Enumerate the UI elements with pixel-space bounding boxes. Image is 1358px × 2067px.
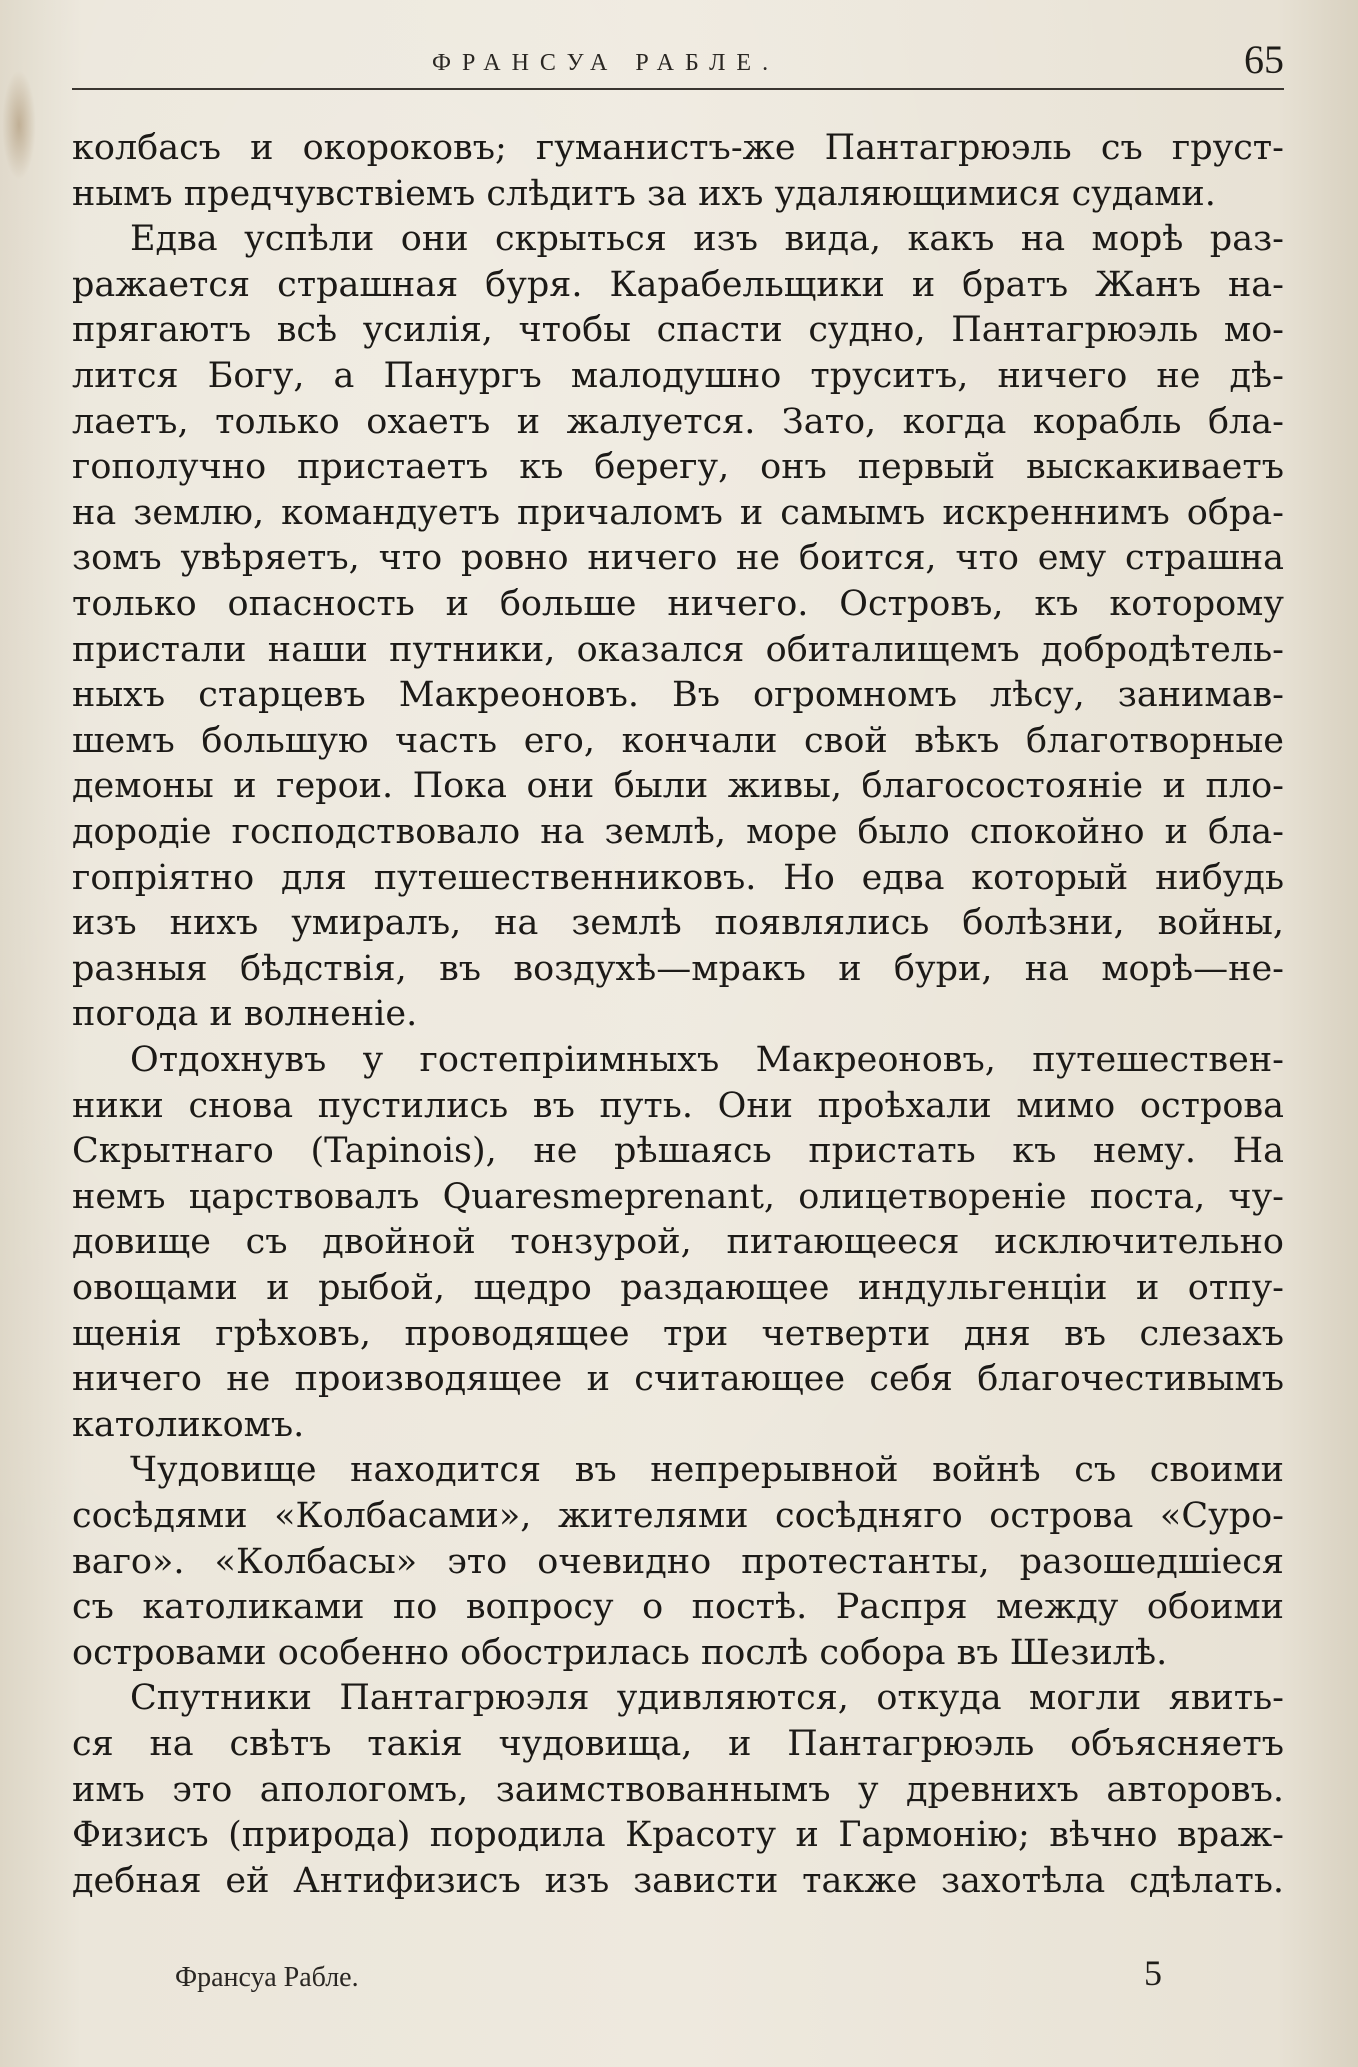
text-line: немъ царствовалъ Quaresmeprenant, олицетвореніе поста, чу- — [72, 1176, 1284, 1217]
text-line: прягаютъ всѣ усилія, чтобы спасти судно, Пантагрюэль мо- — [72, 310, 1284, 351]
sheet-signature: Франсуа Рабле. — [175, 1962, 359, 1993]
text-line: лится Богу, а Панургъ малодушно труситъ, ничего не дѣ- — [72, 356, 1284, 396]
text-line: изъ нихъ умиралъ, на землѣ появлялись болѣзни, войны, — [72, 903, 1284, 944]
text-line: погода и волненіе. — [72, 994, 418, 1035]
text-line: довище съ двойной тонзурой, питающееся исключительно — [72, 1222, 1284, 1263]
text-line: Едва успѣли они скрыться изъ вида, какъ на морѣ раз- — [130, 219, 1284, 260]
text-line: дородіе господствовало на землѣ, море было спокойно и бла- — [72, 812, 1284, 852]
text-line: сосѣдями «Колбасами», жителями сосѣдняго острова «Суро- — [72, 1496, 1284, 1536]
text-line: только опасность и больше ничего. Островъ, къ которому — [72, 584, 1284, 624]
text-line: демоны и герои. Пока они были живы, благосостояніе и пло- — [72, 766, 1284, 807]
text-line: Физисъ (природа) породила Красоту и Гармонію; вѣчно враж- — [72, 1815, 1284, 1856]
text-line: Спутники Пантагрюэля удивляются, откуда могли явить- — [130, 1678, 1284, 1719]
sheet-number: 5 — [1144, 1953, 1162, 1993]
text-line: ваго». «Колбасы» это очевидно протестанты, разошедшіеся — [72, 1541, 1284, 1582]
text-line: зомъ увѣряетъ, что ровно ничего не боится, что ему страшна — [72, 538, 1284, 579]
text-line: овощами и рыбой, щедро раздающее индульгенціи и отпу- — [72, 1268, 1284, 1308]
text-line: съ католиками по вопросу о постѣ. Распря между обоими — [72, 1587, 1284, 1628]
text-line: щенія грѣховъ, проводящее три четверти дня въ слезахъ — [72, 1313, 1284, 1354]
page-number: 65 — [1244, 37, 1284, 82]
text-line: лаетъ, только охаетъ и жалуется. Зато, когда корабль бла- — [72, 401, 1284, 442]
running-title: ФРАНСУА РАБЛЕ. — [432, 50, 780, 76]
text-line: пристали наши путники, оказался обиталищемъ добродѣтель- — [72, 629, 1284, 670]
text-line: гопріятно для путешественниковъ. Но едва который нибудь — [72, 857, 1284, 898]
text-line: католикомъ. — [72, 1404, 305, 1445]
text-line: шемъ большую часть его, кончали свой вѣкъ благотворные — [72, 720, 1284, 761]
body-text — [72, 126, 1284, 1926]
text-line: Отдохнувъ у гостепріимныхъ Макреоновъ, путешествен- — [130, 1040, 1284, 1080]
text-line: ся на свѣтъ такія чудовища, и Пантагрюэль объясняетъ — [72, 1724, 1284, 1764]
text-line: разныя бѣдствія, въ воздухѣ—мракъ и бури, на морѣ—не- — [72, 948, 1284, 989]
text-line: гополучно пристаетъ къ берегу, онъ первый выскакиваетъ — [72, 447, 1284, 488]
text-line: ники снова пустились въ путь. Они проѣхали мимо острова — [72, 1085, 1284, 1126]
text-line: колбасъ и окороковъ; гуманистъ-же Пантагрюэль съ груст- — [72, 128, 1284, 168]
text-line: нымъ предчувствіемъ слѣдитъ за ихъ удаляющимися судами. — [72, 173, 1216, 214]
text-line: ражается страшная буря. Карабельщики и братъ Жанъ на- — [72, 264, 1284, 305]
page-header — [72, 36, 1284, 92]
text-line: ныхъ старцевъ Макреоновъ. Въ огромномъ лѣсу, занимав- — [72, 675, 1284, 716]
text-line: дебная ей Антифизисъ изъ зависти также захотѣла сдѣлать. — [72, 1860, 1284, 1901]
text-line: Скрытнаго (Tapinois), не рѣшаясь пристать къ нему. На — [72, 1131, 1284, 1172]
text-line: островами особенно обострилась послѣ собора въ Шезилѣ. — [72, 1632, 1168, 1673]
header-rule — [72, 88, 1284, 90]
text-line: Чудовище находится въ непрерывной войнѣ съ своими — [130, 1450, 1284, 1491]
text-line: ничего не производящее и считающее себя благочестивымъ — [72, 1359, 1284, 1400]
text-line: имъ это апологомъ, заимствованнымъ у древнихъ авторовъ. — [72, 1769, 1284, 1810]
paper-stain — [2, 70, 36, 180]
text-line: на землю, командуетъ причаломъ и самымъ искреннимъ обра- — [72, 492, 1284, 533]
